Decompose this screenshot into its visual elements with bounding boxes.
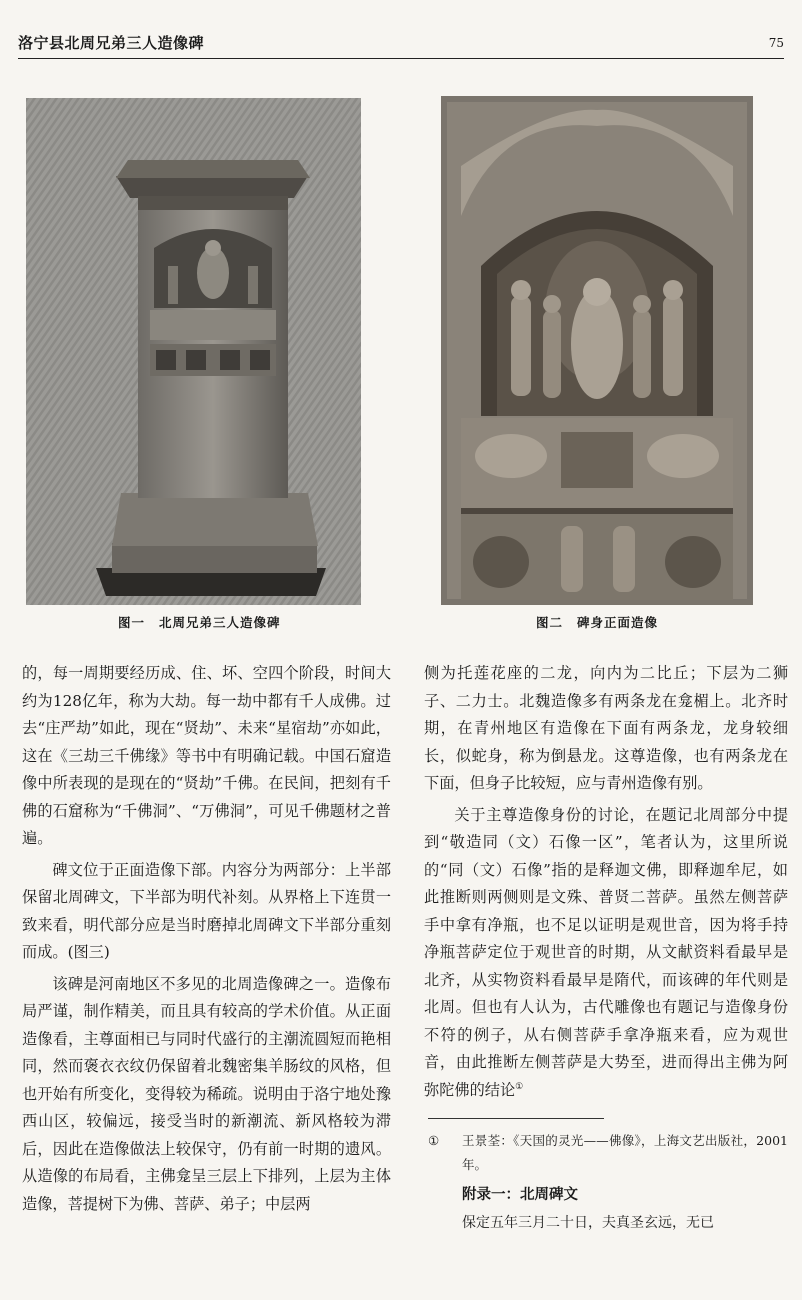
footnote-reference: ① bbox=[515, 1081, 524, 1092]
footnote-divider bbox=[428, 1118, 604, 1119]
figure-1-label: 图一 bbox=[118, 615, 146, 630]
figure-stele-photo bbox=[26, 98, 361, 605]
paragraph: 该碑是河南地区不多见的北周造像碑之一。造像布局严谨，制作精美，而且具有较高的学术价值。从正面造像看，主尊面相已与同时代盛行的主潮流圆短而艳相同，然而褒衣衣纹仍保留着北魏密集羊肠纹的风格，但也开始有所变化，变得较为稀疏。说明由于洛宁地处豫西山区，较偏远，接受当时的新潮流、新风格较为滞后，因此在造像做法上较保守，仍有前一时期的遗风。从造像的布局看，主佛龛呈三层上下排列，上层为主体造像，菩提树下为佛、菩萨、弟子；中层两 bbox=[22, 974, 391, 1213]
paragraph: 的，每一周期要经历成、住、坏、空四个阶段，时间大约为128亿年，称为大劫。每一劫中都有千人成佛。过去“庄严劫”如此，现在“贤劫”、未来“星宿劫”亦如此，这在《三劫三千佛缘》等书中有明确记载。中国石窟造像中所表现的是现在的“贤劫”千佛。在民间，把刻有千佛的石窟称为“千佛洞”、“万佛洞”，可见千佛题材之普遍。 bbox=[22, 664, 391, 847]
figure-2-title: 碑身正面造像 bbox=[577, 615, 659, 630]
figure-1-title: 北周兄弟三人造像碑 bbox=[159, 615, 281, 630]
relief-illustration bbox=[441, 96, 753, 605]
page-number: 75 bbox=[768, 36, 784, 50]
footnote-text: 王景荃：《天国的灵光——佛像》，上海文艺出版社，2001年。 bbox=[462, 1133, 788, 1172]
paragraph: 碑文位于正面造像下部。内容分为两部分：上半部保留北周碑文，下半部为明代补刻。从界格上下连贯一致来看，明代部分应是当时磨掉北周碑文下半部分重刻而成。(图三) bbox=[22, 860, 391, 961]
appendix-title: 附录一：北周碑文 bbox=[462, 1187, 578, 1203]
paragraph bbox=[424, 802, 788, 1105]
footnote bbox=[424, 1129, 788, 1177]
figure-1-caption bbox=[118, 613, 281, 631]
right-column bbox=[424, 660, 788, 1237]
figure-relief-photo bbox=[441, 96, 753, 605]
footnote-mark: ① bbox=[428, 1133, 440, 1148]
left-column bbox=[22, 660, 391, 1218]
running-title: 洛宁县北周兄弟三人造像碑 bbox=[18, 34, 205, 52]
paragraph: 侧为托莲花座的二龙，向内为二比丘；下层为二狮子、二力士。北魏造像多有两条龙在龛楣上。北齐时期，在青州地区有造像在下面有两条龙，龙身较细长，似蛇身，称为倒悬龙。这尊造像，也有两条龙在下面，但身子比较短，应与青州造像有别。 bbox=[424, 664, 788, 792]
appendix-text: 保定五年三月二十日，夫真圣玄远，无已 bbox=[462, 1215, 714, 1231]
stele-illustration bbox=[26, 98, 361, 605]
paragraph-text: 关于主尊造像身份的讨论，在题记北周部分中提到“敬造同（文）石像一区”，笔者认为，这里所说的“同（文）石像”指的是释迦文佛，即释迦牟尼，如此推断则两侧则是文殊、普贤二菩萨。虽然左侧菩萨手中拿有净瓶，也不足以证明是观世音，因为将手持净瓶菩萨定位于观世音的时期，从文献资料看最早是北齐，从实物资料看最早是隋代，而该碑的年代则是北周。但也有人认为，古代雕像也有题记与造像身份不符的例子，从右侧菩萨手拿净瓶来看，应为观世音，由此推断左侧菩萨是大势至，进而得出主佛为阿弥陀佛的结论 bbox=[424, 805, 788, 1099]
figure-2-label: 图二 bbox=[536, 615, 564, 630]
figure-2-caption bbox=[536, 613, 658, 631]
running-header bbox=[18, 0, 784, 59]
